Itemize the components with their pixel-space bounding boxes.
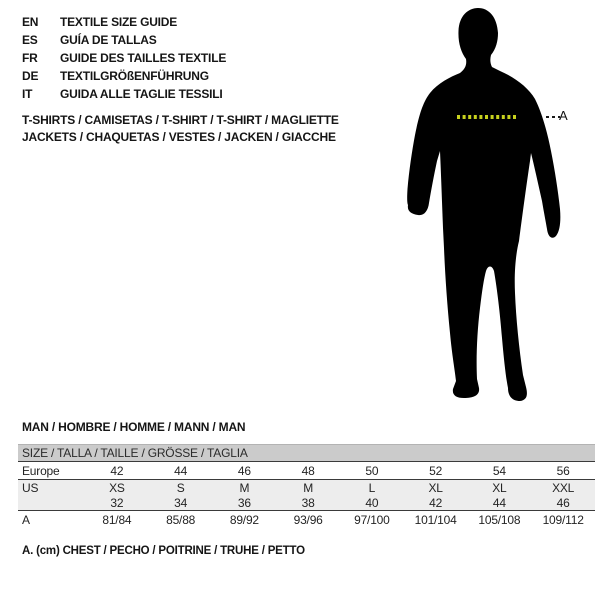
table-cell: 42: [404, 496, 468, 511]
table-cell: 93/96: [276, 511, 340, 529]
language-code: IT: [22, 87, 33, 101]
table-cell: M: [213, 480, 277, 497]
measure-label-a: A: [559, 108, 568, 123]
table-cell: 46: [213, 462, 277, 480]
table-cell: 40: [340, 496, 404, 511]
table-cell: 85/88: [149, 511, 213, 529]
table-cell: 52: [404, 462, 468, 480]
man-silhouette: [400, 3, 600, 403]
language-code: FR: [22, 51, 38, 65]
table-row-europe: [18, 462, 595, 480]
table-cell: 109/112: [531, 511, 595, 529]
table-cell: 89/92: [213, 511, 277, 529]
table-cell: 105/108: [468, 511, 532, 529]
table-cell: 34: [149, 496, 213, 511]
measurement-footnote: A. (cm) CHEST / PECHO / POITRINE / TRUHE / PETTO: [22, 545, 305, 557]
table-cell: S: [149, 480, 213, 497]
table-cell: 101/104: [404, 511, 468, 529]
category-list: [22, 112, 339, 146]
table-cell: 81/84: [85, 511, 149, 529]
table-row-us: [18, 480, 595, 497]
language-code: EN: [22, 15, 39, 29]
language-label: GUIDA ALLE TAGLIE TESSILI: [60, 87, 223, 101]
category-line-tshirts: T-SHIRTS / CAMISETAS / T-SHIRT / T-SHIRT / MAGLIETTE: [22, 113, 339, 127]
table-cell: XXL: [531, 480, 595, 497]
size-table: [18, 444, 595, 528]
language-label: GUÍA DE TALLAS: [60, 33, 157, 47]
table-cell: XL: [404, 480, 468, 497]
language-label: TEXTILE SIZE GUIDE: [60, 15, 178, 29]
size-table-header: SIZE / TALLA / TAILLE / GRÖSSE / TAGLIA: [18, 445, 595, 462]
language-list: [22, 13, 226, 103]
table-row-chest-a: [18, 511, 595, 529]
category-line-jackets: JACKETS / CHAQUETAS / VESTES / JACKEN / GIACCHE: [22, 130, 336, 144]
row-label: [18, 496, 85, 511]
language-row-fr: [22, 49, 226, 67]
section-title-man: MAN / HOMBRE / HOMME / MANN / MAN: [22, 420, 246, 434]
language-row-de: [22, 67, 226, 85]
table-cell: 44: [149, 462, 213, 480]
row-label: Europe: [18, 462, 85, 480]
language-label: TEXTILGRÖßENFÜHRUNG: [60, 69, 209, 83]
table-row-numeric: [18, 496, 595, 511]
table-cell: 38: [276, 496, 340, 511]
row-label: US: [18, 480, 85, 497]
table-cell: 48: [276, 462, 340, 480]
table-cell: 42: [85, 462, 149, 480]
man-silhouette-shape: [407, 8, 560, 401]
language-label: GUIDE DES TAILLES TEXTILE: [60, 51, 227, 65]
table-cell: 54: [468, 462, 532, 480]
table-cell: 56: [531, 462, 595, 480]
table-cell: 97/100: [340, 511, 404, 529]
size-table-header-row: [18, 445, 595, 462]
table-cell: XL: [468, 480, 532, 497]
language-row-it: [22, 85, 226, 103]
language-row-en: [22, 13, 226, 31]
table-cell: L: [340, 480, 404, 497]
language-code: ES: [22, 33, 38, 47]
table-cell: 32: [85, 496, 149, 511]
table-cell: 46: [531, 496, 595, 511]
table-cell: XS: [85, 480, 149, 497]
table-cell: 44: [468, 496, 532, 511]
table-cell: M: [276, 480, 340, 497]
table-cell: 36: [213, 496, 277, 511]
language-code: DE: [22, 69, 39, 83]
language-row-es: [22, 31, 226, 49]
table-cell: 50: [340, 462, 404, 480]
row-label: A: [18, 511, 85, 529]
